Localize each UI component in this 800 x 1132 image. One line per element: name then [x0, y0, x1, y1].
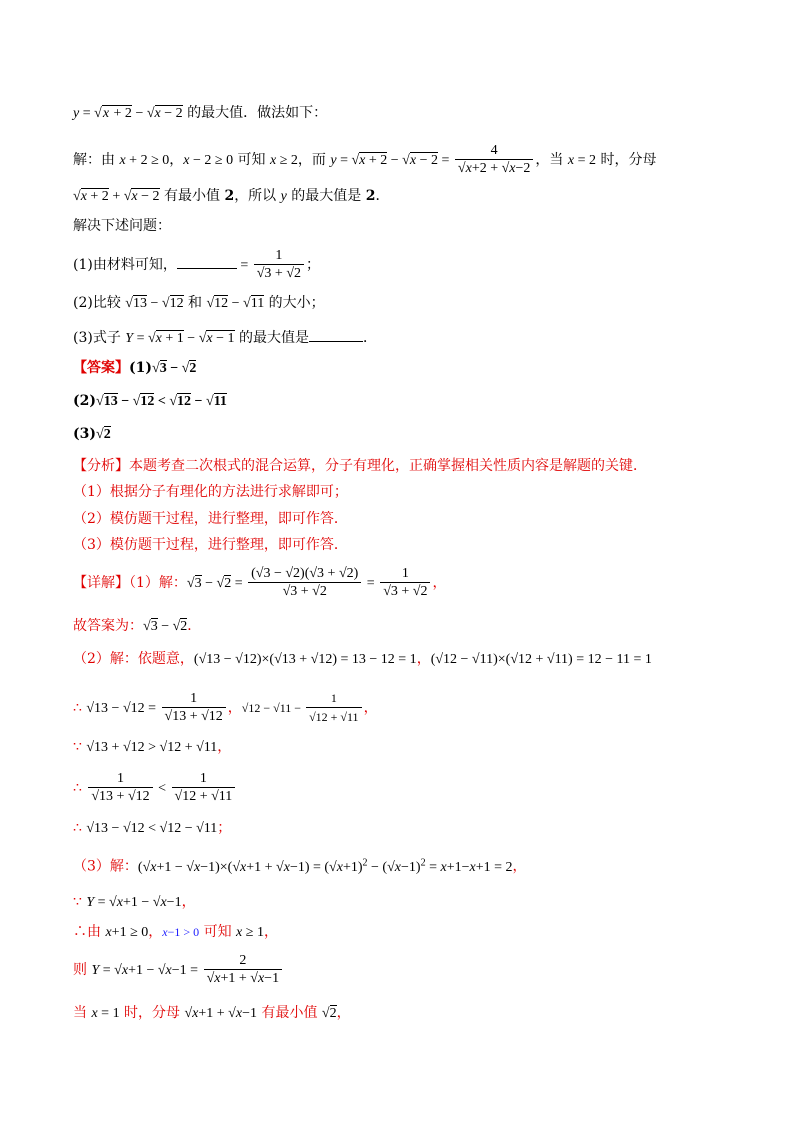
analysis-point-1: （1）根据分子有理化的方法进行求解即可；	[73, 484, 348, 500]
detail-step-3: （2）解：依题意，(√13 − √12)×(√13 + √12) = 13 − 12 = 1，(√12 − √11)×(√12 + √11) = 12 − 11 = 1	[73, 651, 652, 667]
detail-step-5: ∵ √13 + √12 > √12 + √11，	[73, 739, 232, 755]
blank-1	[177, 254, 237, 269]
question-2: (2)比较 √13 − √12 和 √12 − √11 的大小；	[73, 295, 325, 311]
answer-2: (2)√13 − √12 < √12 − √11	[73, 393, 227, 409]
problem-prompt: 解决下述问题：	[73, 218, 171, 234]
analysis-text: 【分析】本题考查二次根式的混合运算，分子有理化，正确掌握相关性质内容是解题的关键．	[73, 458, 647, 474]
detail-step-8: （3）解：$(√x+1 - √x-1)\times(√x+1 + √x-1) = (√x+1)^2 - (√x-1)^2 = x+1-x+1 = 2$，	[73, 857, 527, 875]
analysis-label: 【分析】	[73, 458, 129, 474]
analysis-point-2: （2）模仿题干过程，进行整理，即可作答．	[73, 511, 348, 527]
detail-label: 【详解】	[73, 575, 129, 591]
question-1: (1)由材料可知， = $\frac{1}{√3 + √2}$ ；	[73, 248, 321, 281]
answer-1: 【答案】(1)√3 − √2	[73, 360, 197, 376]
detail-step-10: ∴由 x+1 ≥ 0，x−1 > 0 可知 x ≥ 1，	[73, 924, 278, 940]
blank-3	[309, 327, 363, 342]
answer-3: (3)√2	[73, 426, 111, 442]
analysis-point-3: （3）模仿题干过程，进行整理，即可作答．	[73, 537, 348, 553]
detail-step-2: 故答案为：√3 − √2．	[73, 618, 202, 634]
detail-step-6: ∴ $\frac{1}{√13 + √12}$ < $\frac{1}{√12 + √11}$	[73, 768, 740, 809]
problem-solution-part1: 解：由 x + 2 ≥ 0，x − 2 ≥ 0 可知 x ≥ 2，而 y = √x + 2 − √x − 2 = $\frac{4}{√x+2 + √x-2}$ ，当 x = 2 时，分母	[73, 143, 657, 176]
detail-step-7: ∴ √13 − √12 < √12 − √11；	[73, 820, 232, 836]
detail-step-4: ∴ √13 − √12 = $\frac{1}{√13 + √12}$ ，√12 − √11 − $\frac{1}{√12 + √11}$ ，	[73, 691, 378, 724]
detail-step-12: 当 x = 1 时，分母 √x+1 + √x−1 有最小值 √2，	[73, 1005, 351, 1021]
detail-step-11: 则 Y = √x+1 − √x−1 = $\frac{2}{√x+1 + √x-1}$	[73, 950, 740, 991]
question-3: (3)式子 Y = √x + 1 − √x − 1 的最大值是 ．	[73, 327, 740, 349]
problem-solution-part2: √x + 2 + √x − 2 有最小值 2，所以 y 的最大值是 2．	[73, 188, 390, 204]
answer-label: 【答案】	[73, 360, 129, 376]
detail-step-1: 【详解】（1）解：√3 − √2 = $\frac{(√3 - √2)(√3 + √2)}{√3 + √2}$ = $\frac{1}{√3 + √2}$ ，	[73, 566, 447, 599]
detail-step-9: ∵ Y = √x+1 − √x−1，	[73, 894, 196, 910]
problem-intro: y = √x + 2 − √x − 2 的最大值．做法如下：	[73, 105, 328, 121]
